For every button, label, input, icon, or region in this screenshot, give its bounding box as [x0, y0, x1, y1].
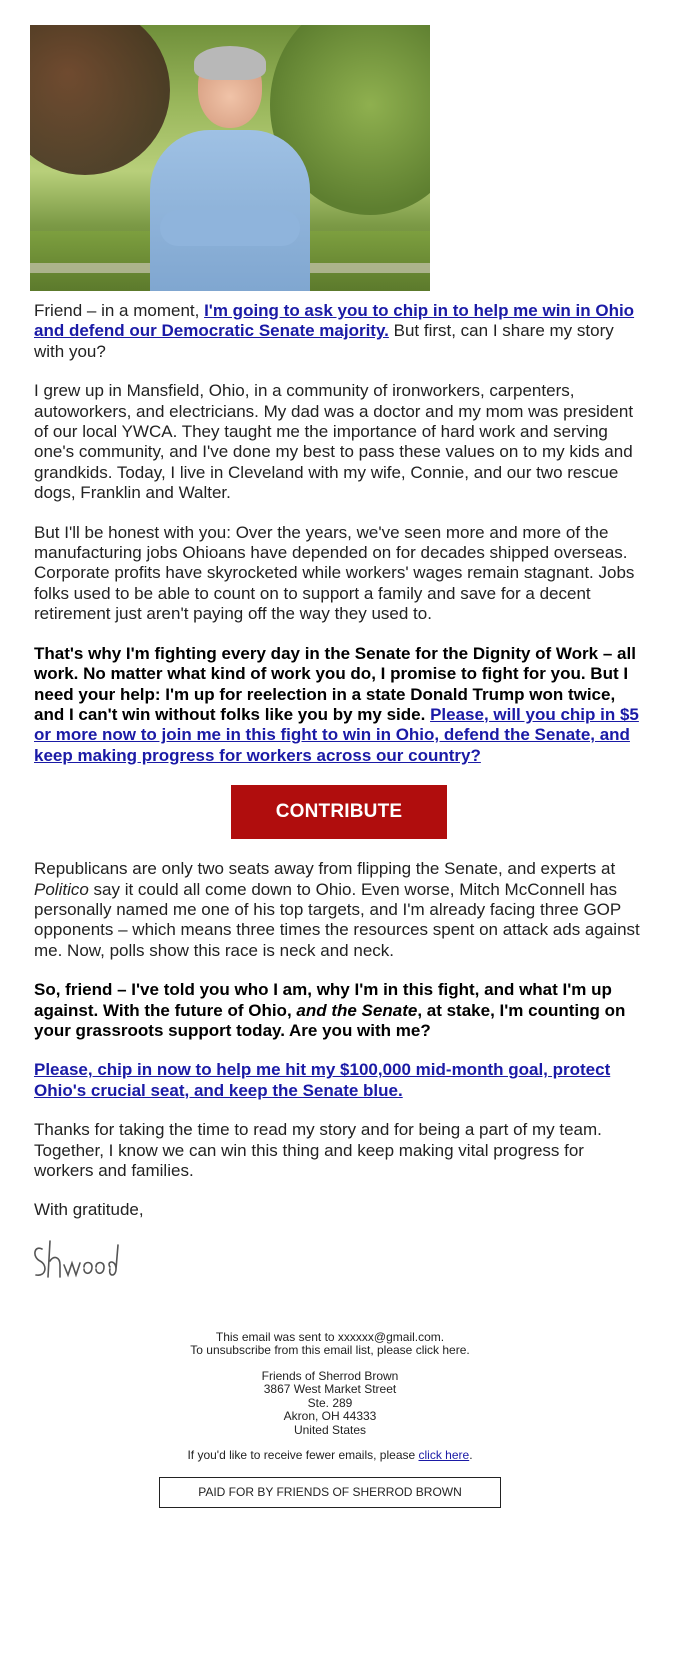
paragraph-background: I grew up in Mansfield, Ohio, in a community of ironworkers, carpenters, autoworkers, and electricians. My dad was a doctor and my mom was president of our local YWCA. They taught me the importance of hard work and serving one's community, and I've done my best to pass these values on to my kids and grandkids. Today, I live in Cleveland with my wife, Connie, and our two rescue dogs, Franklin and Walter. — [34, 381, 634, 503]
chip-in-link[interactable]: I'm going to ask you to chip in to help me win in Ohio and defend our Democratic Senate majority. — [34, 301, 635, 341]
fewer-emails-notice: If you'd like to receive fewer emails, please click here. — [187, 1448, 473, 1463]
contribute-row — [34, 785, 644, 839]
paragraph-intro: Friend – in a moment, I'm going to ask you to chip in to help me win in Ohio and defend our Democratic Senate majority. But first, can I share my story with you? — [34, 301, 635, 361]
mailing-address: Friends of Sherrod Brown 3867 West Market Street Ste. 289 Akron, OH 44333 United States — [261, 1368, 399, 1437]
person-hair — [194, 46, 266, 80]
email-footer — [30, 1331, 630, 1509]
paragraph-republicans: Republicans are only two seats away from flipping the Senate, and experts at Politico say it could all come down to Ohio. Even worse, Mitch McConnell has personally named me one of his top targets, and I'm already facing three GOP opponents – which means three times the resources spent on attack ads against me. Now, polls show this race is neck and neck. — [34, 859, 640, 960]
paragraph-dignity-of-work: That's why I'm fighting every day in the Senate for the Dignity of Work – all work. No matter what kind of work you do, I promise to fight for you. But I need your help: I'm up for reelection in a state Donald Trump won twice, and I can't win without folks like you by my side. Please, will you chip in $5 or more now to join me in this fight to win in Ohio, defend the Senate, and keep making progress for workers across our country? — [34, 643, 639, 765]
closing: With gratitude, — [34, 1200, 144, 1220]
fewer-emails-link[interactable]: click here — [418, 1448, 470, 1463]
photo-tree-left — [30, 25, 170, 175]
paid-for-disclaimer: PAID FOR BY FRIENDS OF SHERROD BROWN — [159, 1477, 501, 1509]
photo-person — [150, 50, 310, 291]
paragraph-jobs: But I'll be honest with you: Over the years, we've seen more and more of the manufacturing jobs Ohioans have depended on for decades shipped overseas. Corporate profits have skyrocketed while workers' wages remain stagnant. Jobs folks used to be able to count on to support a family and save for a decent retirement just aren't paying off the way they used to. — [34, 522, 635, 624]
signature — [30, 1231, 644, 1291]
candidate-photo — [30, 25, 430, 291]
chip-in-5-link[interactable]: Please, will you chip in $5 or more now to join me in this fight to win in Ohio, defend the Senate, and keep making progress for workers across our country? — [34, 704, 639, 765]
paragraph-thanks: Thanks for taking the time to read my story and for being a part of my team. Together, I know we can win this thing and keep making vital progress for workers and families. — [34, 1120, 602, 1180]
contribute-button[interactable]: CONTRIBUTE — [231, 785, 447, 839]
person-arms — [160, 210, 300, 246]
email-body — [30, 25, 690, 1508]
paragraph-ask: So, friend – I've told you who I am, why I'm in this fight, and what I'm up against. With the future of Ohio, and the Senate, at stake, I'm counting on your grassroots support today. Are you with me? — [34, 980, 626, 1040]
signature-image — [30, 1231, 130, 1291]
mid-month-goal-link[interactable]: Please, chip in now to help me hit my $100,000 mid-month goal, protect Ohio's crucial seat, and keep the Senate blue. — [34, 1060, 611, 1100]
email-text — [34, 301, 644, 1291]
paragraph-goal — [34, 1060, 644, 1101]
sent-to-notice: This email was sent to xxxxxx@gmail.com. — [215, 1329, 445, 1344]
unsubscribe-link[interactable]: To unsubscribe from this email list, please click here. — [190, 1343, 470, 1358]
